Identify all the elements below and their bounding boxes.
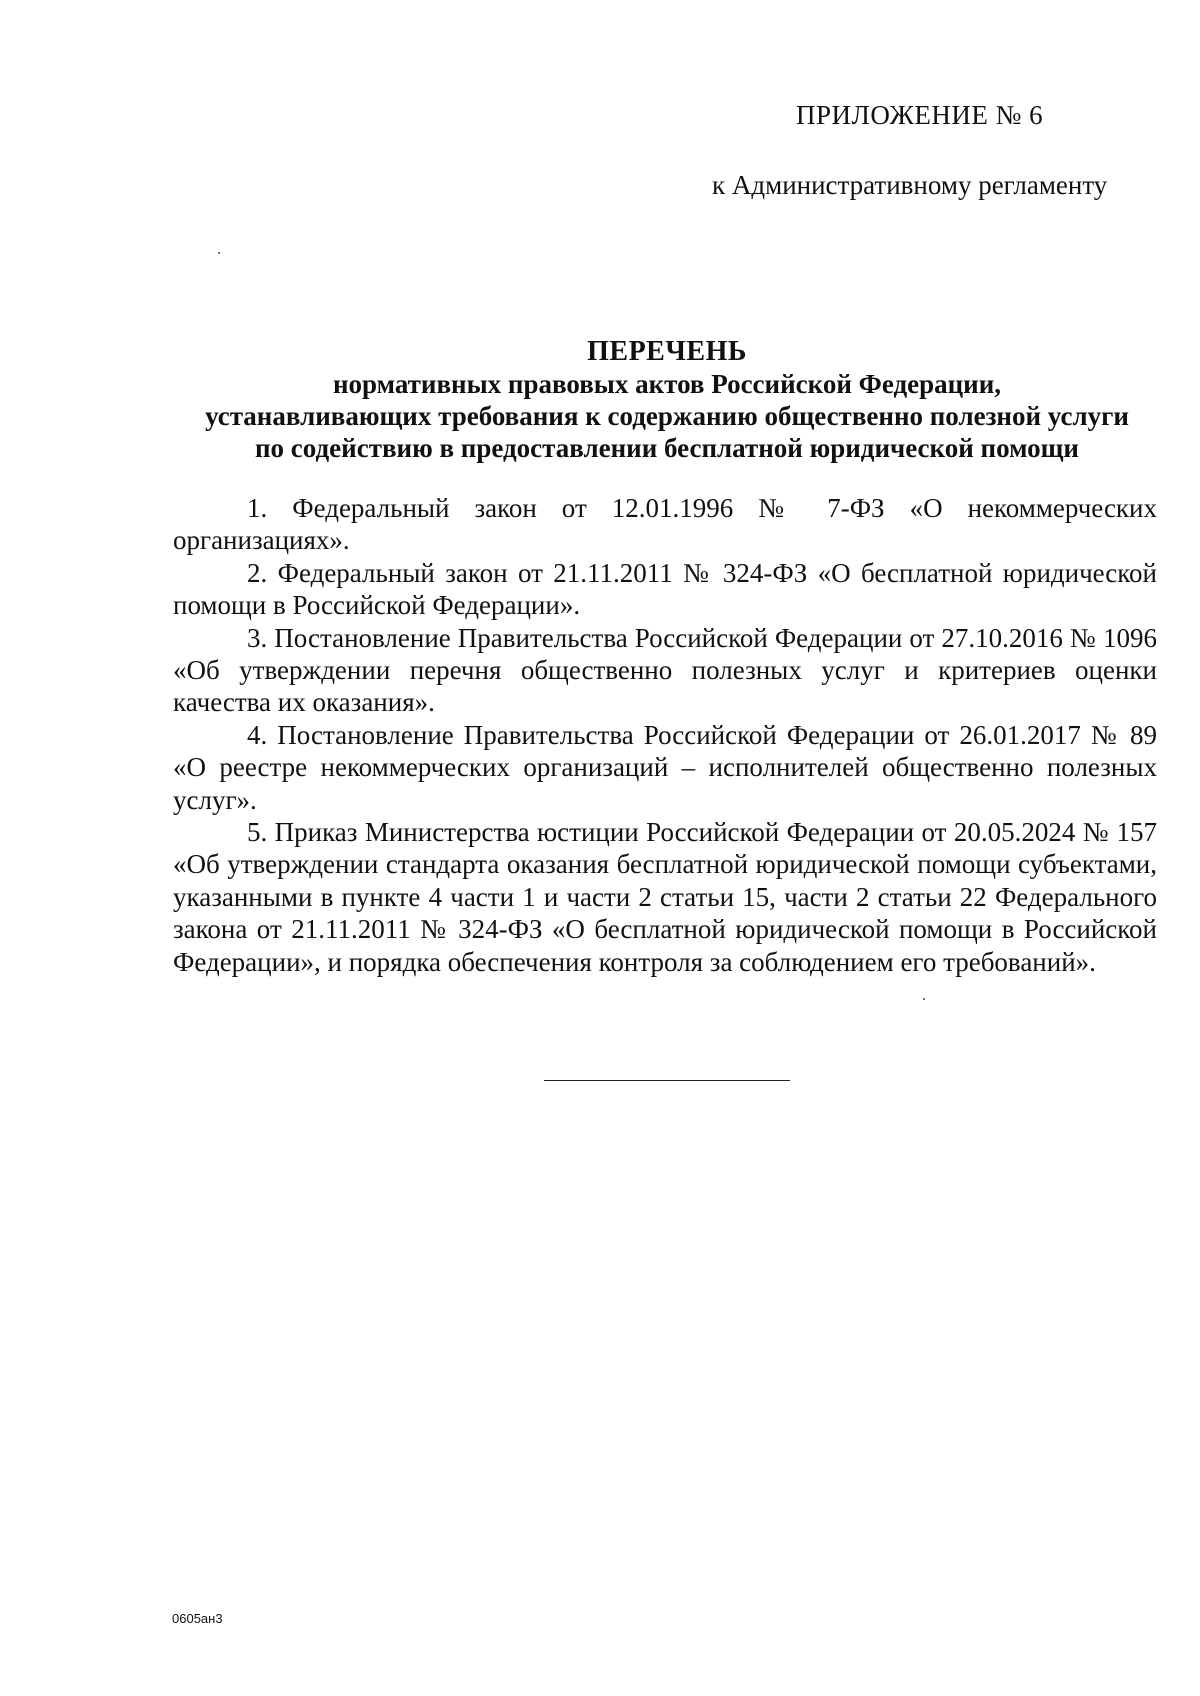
- list-item-text: Федеральный закон от 12.01.1996 № 7-ФЗ «О некоммерческих организациях».: [173, 493, 1158, 556]
- appendix-reference: к Административному регламенту: [712, 170, 1108, 200]
- list-item: [173, 557, 1157, 622]
- list-item-text: Приказ Министерства юстиции Российской Федерации от 20.05.2024 № 157 «Об утверждении стандарта оказания бесплатной юридической помощи субъектами, указанными в пункте 4 части 1 и части 2 статьи 15, части 2 статьи 22 Федерального закона от 21.11.2011 № 324-ФЗ «О бесплатной юридической помощи в Российской Федерации», и порядка обеспечения контроля за соблюдением его требований».: [173, 817, 1157, 977]
- appendix-number: ПРИЛОЖЕНИЕ № 6: [796, 100, 1044, 130]
- list-item-number: 4.: [247, 719, 268, 750]
- list-item-text: Постановление Правительства Российской Федерации от 27.10.2016 № 1096 «Об утверждении перечня общественно полезных услуг и критериев оценки качества их оказания».: [173, 622, 1158, 718]
- scan-speck: [923, 998, 925, 1000]
- closing-separator-line: [544, 1080, 790, 1081]
- title-line-1: нормативных правовых актов Российской Федерации,: [332, 369, 1002, 399]
- list-item-text: Постановление Правительства Российской Федерации от 26.01.2017 № 89 «О реестре некоммерческих организаций – исполнителей общественно полезных услуг».: [173, 719, 1158, 815]
- document-title: [150, 336, 1184, 464]
- list-item: [173, 622, 1157, 719]
- list-item-number: 1.: [247, 493, 268, 523]
- list-item-number: 3.: [247, 622, 268, 653]
- list-item-text: Федеральный закон от 21.11.2011 № 324-ФЗ «О бесплатной юридической помощи в Российской Федерации».: [173, 557, 1157, 621]
- list-item: [173, 719, 1157, 816]
- title-line-3: по содействию в предоставлении бесплатной юридической помощи: [255, 433, 1079, 463]
- list-item: [173, 492, 1157, 557]
- document-code: 0605ан3: [172, 1611, 223, 1626]
- list-item: [173, 816, 1157, 978]
- scan-speck: [218, 252, 220, 254]
- title-line-2: устанавливающих требования к содержанию общественно полезной услуги: [205, 401, 1129, 431]
- legal-acts-list: [173, 492, 1157, 978]
- title-heading: ПЕРЕЧЕНЬ: [587, 336, 747, 367]
- list-item-number: 2.: [247, 557, 268, 588]
- list-item-number: 5.: [247, 817, 268, 848]
